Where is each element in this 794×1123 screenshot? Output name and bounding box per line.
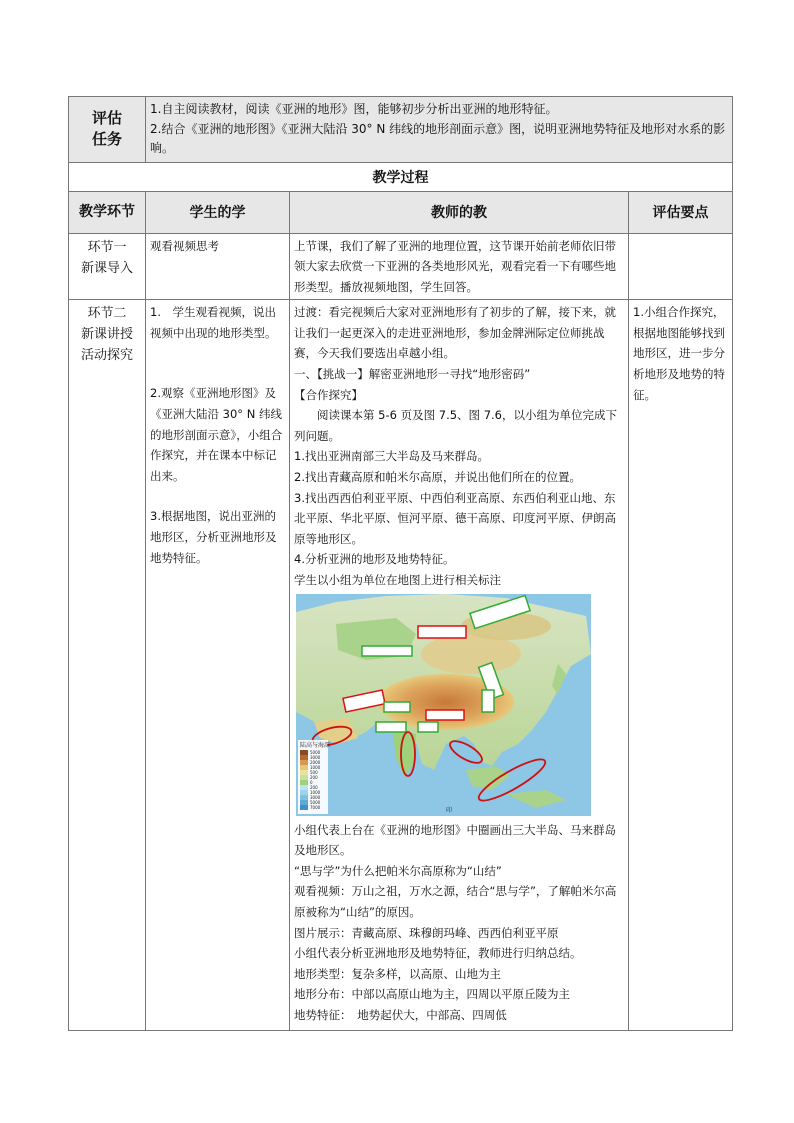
asia-terrain-map-svg bbox=[296, 594, 591, 816]
student-step-3: 3.根据地图，说出亚洲的地形区，分析亚洲地形及地势特征。 bbox=[150, 509, 277, 565]
legend-scale bbox=[300, 750, 308, 810]
teacher-dist: 地形分布：中部以高原山地为主，四周以平原丘陵为主 bbox=[294, 987, 570, 1002]
teacher-type: 地形类型：复杂多样，以高原、山地为主 bbox=[294, 966, 501, 981]
legend-value: 5000 bbox=[310, 799, 321, 805]
label-qinghai-tibet-plateau bbox=[426, 710, 464, 720]
row1-points bbox=[629, 233, 733, 300]
student-step-1: 1. 学生观看视频，说出视频中出现的地形类型。 bbox=[150, 305, 277, 340]
teacher-q1: 1.找出亚洲南部三大半岛及马来群岛。 bbox=[294, 449, 489, 464]
legend-value: 2000 bbox=[310, 759, 321, 765]
lesson-plan-page bbox=[68, 96, 732, 1031]
row1-stage: 环节一 新课导入 bbox=[69, 233, 146, 300]
lesson-plan-table bbox=[68, 96, 733, 1031]
label-north-china-plain bbox=[482, 690, 494, 712]
teacher-read: 阅读课本第 5-6 页及图 7.5、图 7.6，以小组为单位完成下列问题。 bbox=[294, 408, 617, 443]
row2-student bbox=[146, 300, 290, 1031]
label-west-siberian-plain bbox=[362, 646, 412, 656]
header-student: 学生的学 bbox=[146, 191, 290, 233]
legend-value: 3000 bbox=[310, 794, 321, 800]
legend-value: 1000 bbox=[310, 789, 321, 795]
label-central-siberian-plateau bbox=[418, 626, 466, 638]
row2-stage: 环节二 新课讲授 活动探究 bbox=[69, 300, 146, 1031]
legend-value: 200 bbox=[310, 774, 318, 780]
teacher-coop: 【合作探究】 bbox=[294, 387, 363, 402]
teacher-challenge: 一、【挑战一】解密亚洲地形一寻找“地形密码” bbox=[294, 367, 531, 382]
assessment-content bbox=[146, 97, 733, 163]
row1-student: 观看视频思考 bbox=[146, 233, 290, 300]
assessment-item-1: 1.自主阅读教材，阅读《亚洲的地形》图，能够初步分析出亚洲的地形特征。 bbox=[150, 102, 558, 116]
legend-value: 500 bbox=[310, 769, 318, 775]
header-stage: 教学环节 bbox=[69, 191, 146, 233]
asia-terrain-map bbox=[296, 594, 591, 816]
student-step-2: 2.观察《亚洲地形图》及《亚洲大陆沿 30° N 纬线的地形剖面示意》，小组合作探究，并在课本中标记出来。 bbox=[150, 386, 283, 483]
header-teacher: 教师的教 bbox=[290, 191, 629, 233]
header-points: 评估要点 bbox=[629, 191, 733, 233]
label-pamir-plateau bbox=[384, 702, 410, 712]
legend-value: 200 bbox=[310, 784, 318, 790]
legend-value: 0 bbox=[310, 779, 313, 785]
legend-value: 5000 bbox=[310, 749, 321, 755]
teacher-q2: 2.找出青藏高原和帕米尔高原，并说出他们所在的位置。 bbox=[294, 470, 581, 485]
label-indus-plain bbox=[376, 722, 406, 732]
legend-value: 1000 bbox=[310, 764, 321, 770]
map-bottom-label: 印 bbox=[446, 806, 453, 814]
teacher-q4: 4.分析亚洲的地形及地势特征。 bbox=[294, 552, 455, 567]
teacher-video: 观看视频：万山之祖，万水之源，结合“思与学”，了解帕米尔高原被称为“山结”的原因。 bbox=[294, 884, 617, 919]
legend-title: 陆高与海深 bbox=[300, 741, 331, 749]
legend-value: 3000 bbox=[310, 754, 321, 760]
label-ganges-plain bbox=[418, 722, 438, 732]
teacher-intro: 过渡：看完视频后大家对亚洲地形有了初步的了解，接下来，就让我们一起更深入的走进亚洲地形，参加金牌洲际定位师挑战赛，今天我们要选出卓越小组。 bbox=[294, 305, 616, 361]
teacher-q3: 3.找出西西伯利亚平原、中西伯利亚高原、东西伯利亚山地、东北平原、华北平原、恒河平原、德干高原、印度河平原、伊朗高原等地形区。 bbox=[294, 490, 616, 546]
teacher-think: “思与学”为什么把帕米尔高原称为“山结” bbox=[294, 863, 502, 878]
teacher-summary: 小组代表分析亚洲地形及地势特征，教师进行归纳总结。 bbox=[294, 946, 582, 961]
row2-teacher bbox=[290, 300, 629, 1031]
teacher-mark: 学生以小组为单位在地图上进行相关标注 bbox=[294, 573, 501, 587]
assessment-item-2: 2.结合《亚洲的地形图》《亚洲大陆沿 30° N 纬线的地形剖面示意》图，说明亚洲地势特征及地形对水系的影响。 bbox=[150, 121, 726, 155]
teacher-pics: 图片展示：青藏高原、珠穆朗玛峰、西西伯利亚平原 bbox=[294, 925, 559, 940]
row2-points: 1.小组合作探究，根据地图能够找到地形区，进一步分析地形及地势的特征。 bbox=[629, 300, 733, 1031]
teacher-relief: 地势特征： 地势起伏大，中部高、四周低 bbox=[294, 1007, 507, 1022]
legend-value: 7000 bbox=[310, 804, 321, 810]
assessment-label: 评估 任务 bbox=[69, 97, 146, 163]
teacher-after-map: 小组代表上台在《亚洲的地形图》中圈画出三大半岛、马来群岛及地形区。 bbox=[294, 822, 616, 858]
row1-teacher: 上节课，我们了解了亚洲的地理位置，这节课开始前老师依旧带领大家去欣赏一下亚洲的各类地形风光，观看完看一下有哪些地形类型。播放视频地图，学生回答。 bbox=[290, 233, 629, 300]
process-title: 教学过程 bbox=[69, 162, 733, 191]
